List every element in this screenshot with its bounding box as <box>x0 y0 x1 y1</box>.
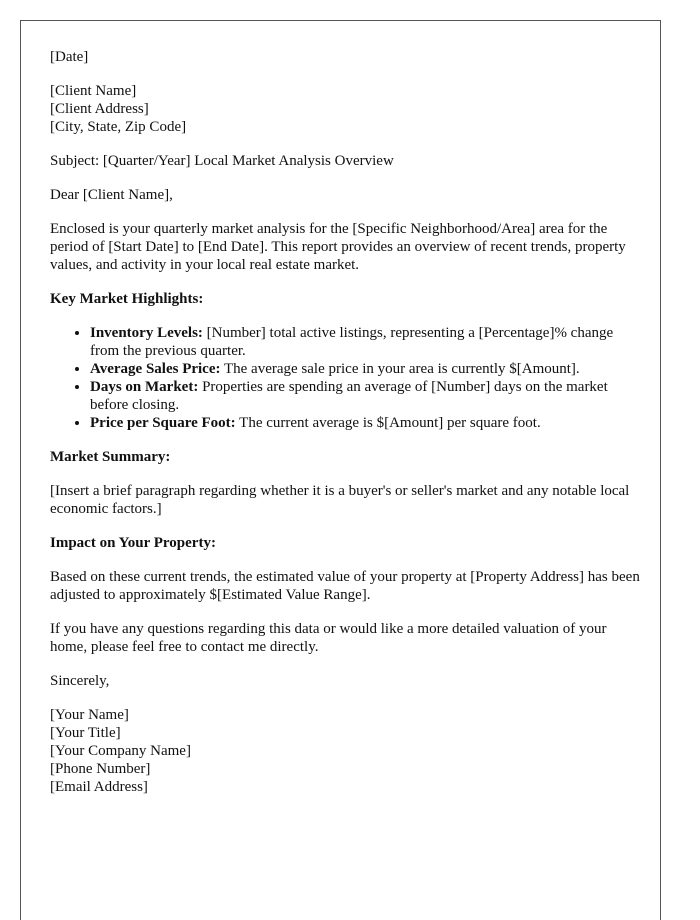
letter-content <box>50 48 640 796</box>
closing-paragraph: If you have any questions regarding this data or would like a more detailed valuation of your home, please feel free to contact me directly. <box>50 621 607 655</box>
signature-phone: [Phone Number] <box>50 761 151 777</box>
highlight-label: Price per Square Foot: <box>90 415 236 431</box>
highlight-item <box>90 324 640 360</box>
highlights-heading: Key Market Highlights: <box>50 291 204 307</box>
highlight-item <box>90 378 640 414</box>
summary-heading: Market Summary: <box>50 449 171 465</box>
signature-company: [Your Company Name] <box>50 743 191 759</box>
highlight-text: Properties are spending an average of [Number] days on the market before closing. <box>90 379 608 413</box>
highlight-text: The current average is $[Amount] per square foot. <box>235 415 541 431</box>
recipient-name: [Client Name] <box>50 83 137 99</box>
highlight-item <box>90 360 640 378</box>
highlight-label: Inventory Levels: <box>90 325 203 341</box>
signoff: Sincerely, <box>50 673 110 689</box>
signature-title: [Your Title] <box>50 725 121 741</box>
letter-subject: Subject: [Quarter/Year] Local Market Analysis Overview <box>50 153 394 169</box>
letter-page <box>20 20 661 920</box>
highlight-text: [Number] total active listings, representing a [Percentage]% change from the previous quarter. <box>90 325 614 359</box>
signature-block <box>50 706 640 796</box>
recipient-block <box>50 82 640 136</box>
recipient-city-state-zip: [City, State, Zip Code] <box>50 119 187 135</box>
letter-salutation: Dear [Client Name], <box>50 187 173 203</box>
signature-name: [Your Name] <box>50 707 129 723</box>
highlight-item <box>90 414 640 432</box>
highlights-list <box>50 324 640 432</box>
signature-email: [Email Address] <box>50 779 148 795</box>
letter-date: [Date] <box>50 49 89 65</box>
summary-paragraph: [Insert a brief paragraph regarding whether it is a buyer's or seller's market and any notable local economic factors.] <box>50 483 630 517</box>
impact-paragraph: Based on these current trends, the estimated value of your property at [Property Address] has been adjusted to approximately $[Estimated Value Range]. <box>50 569 640 603</box>
highlight-label: Average Sales Price: <box>90 361 221 377</box>
impact-heading: Impact on Your Property: <box>50 535 216 551</box>
recipient-address: [Client Address] <box>50 101 149 117</box>
highlight-text: The average sale price in your area is currently $[Amount]. <box>220 361 580 377</box>
highlight-label: Days on Market: <box>90 379 199 395</box>
intro-paragraph: Enclosed is your quarterly market analysis for the [Specific Neighborhood/Area] area for the period of [Start Date] to [End Date]. This report provides an overview of recent trends, property values, and activity in your local real estate market. <box>50 221 626 273</box>
